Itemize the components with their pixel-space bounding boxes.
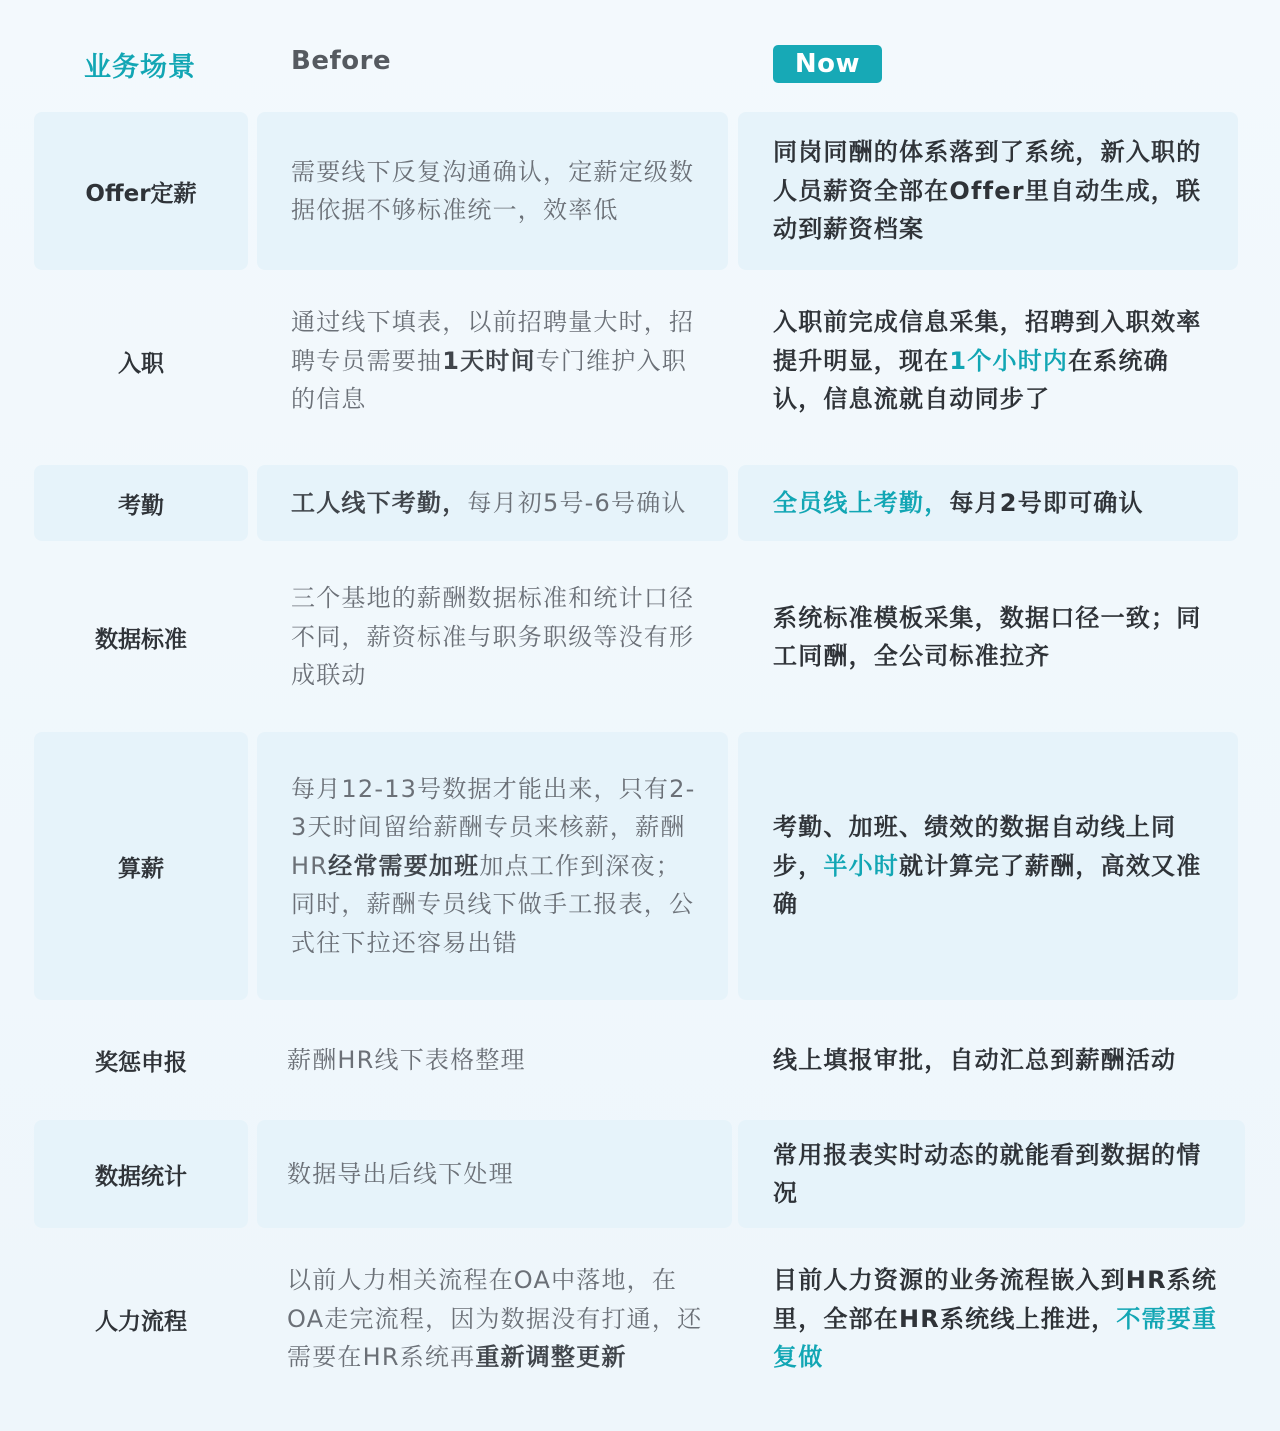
now-cell <box>738 112 1238 270</box>
now-cell <box>738 465 1238 541</box>
header-scene: 业务场景 <box>84 52 196 83</box>
now-cell <box>738 562 1238 712</box>
highlight-text: 全员线上考勤， <box>773 488 950 517</box>
now-cell <box>738 1120 1245 1228</box>
scene-cell: 数据标准 <box>95 626 187 653</box>
scene-cell: 考勤 <box>34 465 248 541</box>
before-cell <box>257 286 728 436</box>
text-segment: 线上填报审批，自动汇总到薪酬活动 <box>773 1045 1177 1074</box>
table-row-payroll <box>0 732 1280 1000</box>
text-segment: 专门维护入职的信息 <box>291 346 687 414</box>
emphasis-text: 工人线下考勤， <box>291 488 468 517</box>
highlight-text: 半小时 <box>823 851 900 880</box>
now-cell <box>738 286 1238 436</box>
text-segment: 以前人力相关流程在OA中落地，在OA走完流程，因为数据没有打通，还需要在HR系统再 <box>287 1266 703 1372</box>
scene-cell: 奖惩申报 <box>95 1049 187 1076</box>
text-segment: 每月12-13号数据才能出来，只有2-3天时间留给薪酬专员来核薪，薪酬HR <box>291 774 696 880</box>
before-cell <box>257 465 728 541</box>
text-segment: 目前人力资源的业务流程嵌入到HR系统里，全部在HR系统线上推进， <box>773 1266 1218 1333</box>
now-cell <box>738 732 1238 1000</box>
table-row-onboarding <box>0 286 1280 436</box>
text-segment: 三个基地的薪酬数据标准和统计口径不同，薪资标准与职务职级等没有形成联动 <box>291 584 695 690</box>
scene-cell: Offer定薪 <box>34 112 248 270</box>
table-row-rewards <box>0 1024 1280 1096</box>
header-now-badge: Now <box>773 45 882 83</box>
before-cell <box>257 732 728 1000</box>
before-cell <box>257 112 728 270</box>
text-segment: 在系统确认，信息流就自动同步了 <box>773 346 1169 414</box>
now-cell <box>738 1024 1245 1096</box>
now-cell <box>738 1246 1245 1392</box>
emphasis-text: 重新调整更新 <box>475 1343 627 1372</box>
before-cell <box>257 1246 732 1392</box>
table-header <box>0 0 1280 112</box>
scene-cell: 人力流程 <box>95 1308 187 1335</box>
table-row-attendance <box>0 465 1280 541</box>
scene-cell: 入职 <box>118 350 164 377</box>
text-segment: 系统标准模板采集，数据口径一致；同工同酬，全公司标准拉齐 <box>773 603 1202 670</box>
table-row-data-standard <box>0 562 1280 712</box>
text-segment: 常用报表实时动态的就能看到数据的情况 <box>773 1140 1202 1207</box>
text-segment: 需要线下反复沟通确认，定薪定级数据依据不够标准统一，效率低 <box>291 157 695 224</box>
table-row-hr-process <box>0 1246 1280 1392</box>
scene-cell: 数据统计 <box>34 1120 248 1228</box>
text-segment: 薪酬HR线下表格整理 <box>287 1045 526 1074</box>
highlight-text: 不需要重复做 <box>773 1304 1218 1372</box>
scene-cell: 算薪 <box>34 732 248 1000</box>
text-segment: 每月2号即可确认 <box>949 488 1144 517</box>
text-segment: 每月初5号-6号确认 <box>467 488 687 517</box>
header-before: Before <box>291 46 392 76</box>
before-cell <box>257 1024 732 1096</box>
text-segment: 通过线下填表，以前招聘量大时，招聘专员需要抽 <box>291 308 695 375</box>
text-segment: 入职前完成信息采集，招聘到入职效率提升明显，现在 <box>773 308 1202 375</box>
table-row-offer <box>0 112 1280 270</box>
text-segment: 加点工作到深夜；同时，薪酬专员线下做手工报表，公式往下拉还容易出错 <box>291 851 695 957</box>
emphasis-text: 1天时间 <box>442 346 536 375</box>
table-row-statistics <box>0 1120 1280 1228</box>
emphasis-text: 经常需要加班 <box>328 851 480 880</box>
text-segment: 就计算完了薪酬，高效又准确 <box>773 851 1202 919</box>
text-segment: 考勤、加班、绩效的数据自动线上同步， <box>773 813 1177 880</box>
before-cell <box>257 562 728 712</box>
text-segment: 同岗同酬的体系落到了系统，新入职的人员薪资全部在Offer里自动生成，联动到薪资档案 <box>773 138 1202 244</box>
highlight-text: 1个小时内 <box>949 346 1069 375</box>
text-segment: 数据导出后线下处理 <box>287 1159 514 1188</box>
before-cell <box>257 1120 732 1228</box>
